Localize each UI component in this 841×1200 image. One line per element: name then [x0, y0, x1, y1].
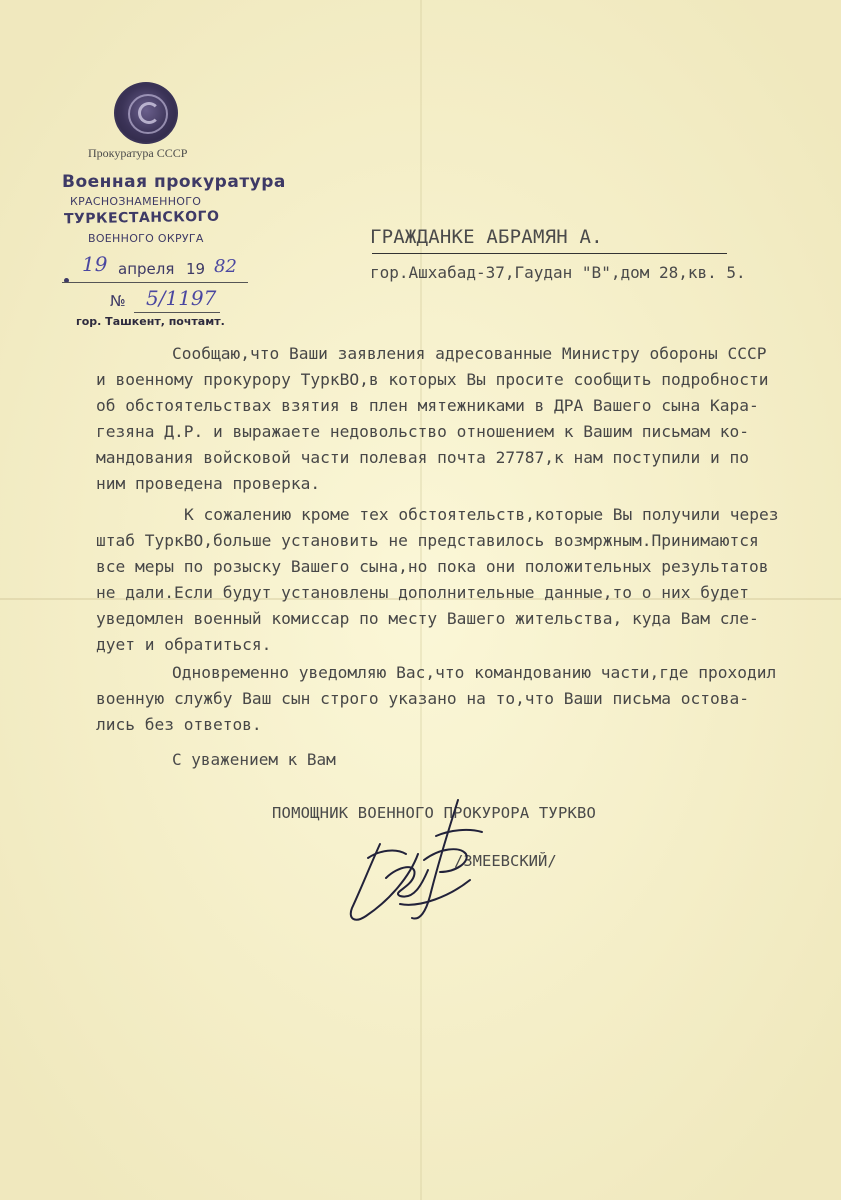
closing-phrase: С уважением к Вам	[172, 750, 336, 769]
stamp-line-4: ВОЕННОГО ОКРУГА	[88, 232, 204, 245]
signer-name: /ЗМЕЕВСКИЙ/	[454, 852, 557, 870]
recipient-address: гор.Ашхабад-37,Гаудан "В",дом 28,кв. 5.	[370, 263, 746, 282]
date-year-suffix: 82	[214, 256, 237, 277]
body-line: К сожалению кроме тех обстоятельств,которые Вы получили через	[184, 505, 779, 524]
state-emblem-seal	[114, 82, 178, 144]
body-line: все меры по розыску Вашего сына,но пока они положительных результатов	[96, 557, 769, 576]
org-name: Прокуратура СССР	[88, 146, 188, 160]
body-line: ним проведена проверка.	[96, 474, 321, 493]
body-line: мандования войсковой части полевая почта 27787,к нам поступили и по	[96, 448, 749, 467]
city-stamp: гор. Ташкент, почтамт.	[76, 315, 225, 328]
body-line: лись без ответов.	[96, 715, 262, 734]
body-line: Сообщаю,что Ваши заявления адресованные Министру обороны СССР	[172, 344, 767, 363]
handwritten-signature	[340, 796, 500, 931]
stamp-line-3: ТУРКЕСТАНСКОГО	[63, 208, 220, 228]
body-line: уведомлен военный комиссар по месту Вашего жительства, куда Вам сле-	[96, 609, 759, 628]
date-day: 19	[82, 252, 108, 276]
body-line: не дали.Если будут установлены дополнительные данные,то о них будет	[96, 583, 749, 602]
number-value: 5/1197	[146, 286, 217, 310]
body-line: Одновременно уведомляю Вас,что командованию части,где проходил	[172, 663, 777, 682]
recipient-rule	[372, 253, 727, 254]
body-line: военную службу Ваш сын строго указано на то,что Ваши письма остова-	[96, 689, 749, 708]
body-line: и военному прокурору ТуркВО,в которых Вы просите сообщить подробности	[96, 370, 769, 389]
stamp-line-2: КРАСНОЗНАМЕННОГО	[70, 195, 202, 208]
signer-title: ПОМОЩНИК ВОЕННОГО ПРОКУРОРА ТУРКВО	[272, 804, 597, 822]
number-prefix: №	[110, 292, 126, 310]
stamp-line-1: Военная прокуратура	[62, 172, 286, 192]
body-line: дует и обратиться.	[96, 635, 272, 654]
body-line: об обстоятельствах взятия в плен мятежниками в ДРА Вашего сына Кара-	[96, 396, 759, 415]
recipient-name: ГРАЖДАНКЕ АБРАМЯН А.	[370, 226, 603, 248]
date-year-prefix: 19	[186, 260, 206, 278]
body-line: штаб ТуркВО,больше установить не представилось возмржным.Принимаются	[96, 531, 759, 550]
date-month: апреля	[118, 260, 175, 278]
body-line: гезяна Д.Р. и выражаете недовольство отношением к Вашим письмам ко-	[96, 422, 749, 441]
